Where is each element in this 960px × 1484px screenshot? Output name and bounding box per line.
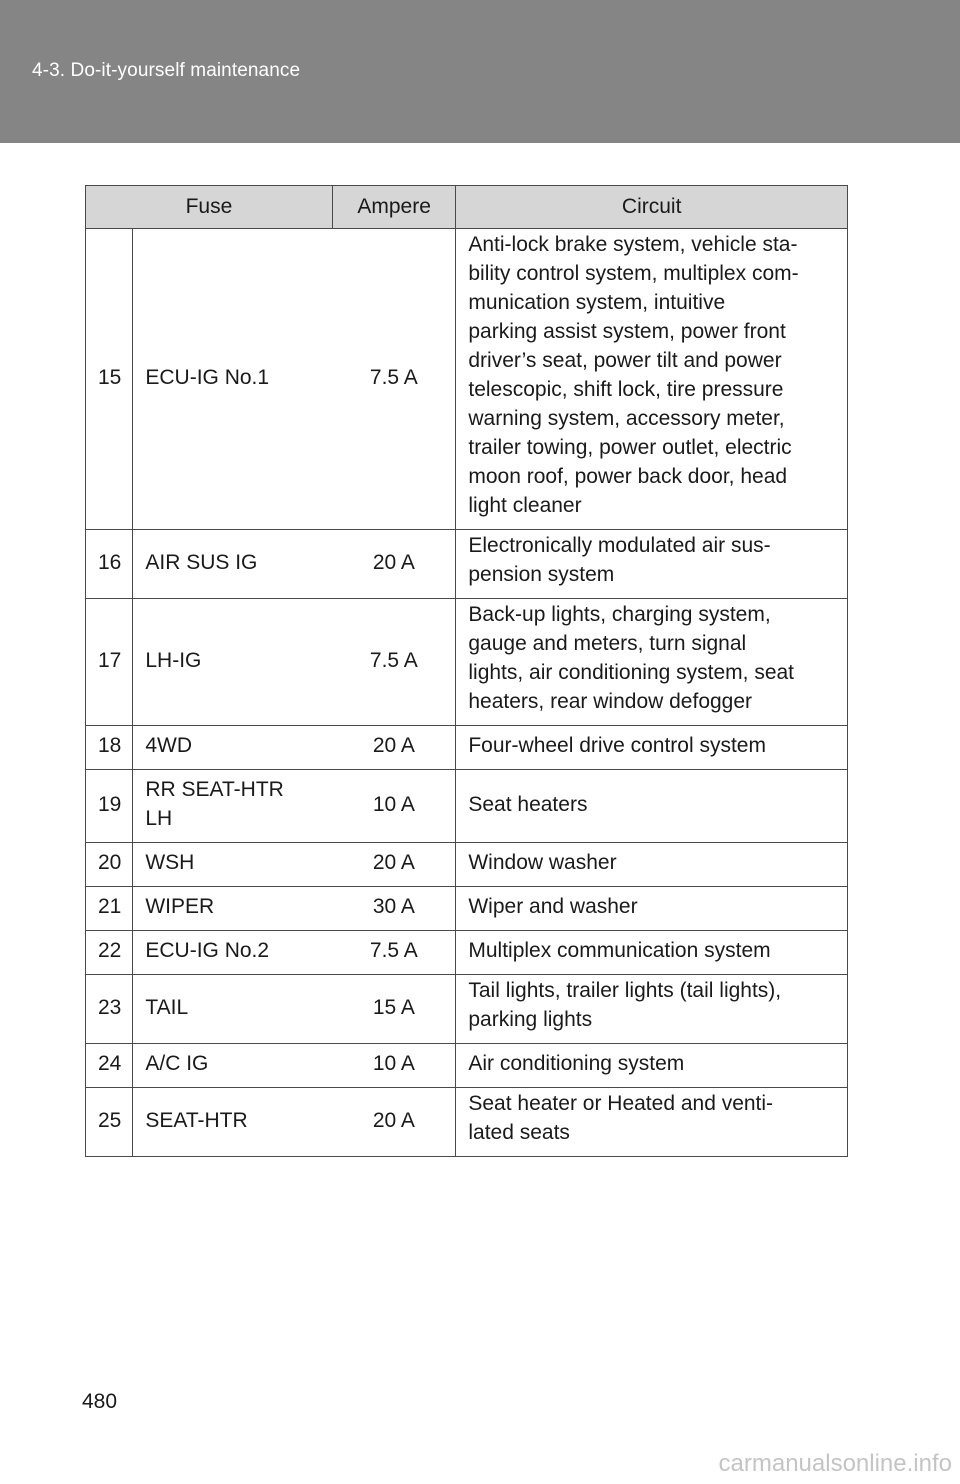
fuse-number-cell: 23 [86, 975, 133, 1044]
table-row [86, 530, 848, 599]
circuit-cell: Window washer [456, 843, 848, 887]
fuse-name-cell: ECU-IG No.2 [133, 931, 333, 975]
page-number: 480 [82, 1390, 118, 1413]
table-row [86, 1044, 848, 1088]
fuse-number-cell: 20 [86, 843, 133, 887]
fuse-number-cell: 17 [86, 599, 133, 726]
ampere-cell: 10 A [332, 770, 456, 843]
table-row [86, 975, 848, 1044]
table-row [86, 726, 848, 770]
table-body [86, 229, 848, 1157]
fuse-number-cell: 18 [86, 726, 133, 770]
table-row [86, 1088, 848, 1157]
ampere-cell: 20 A [332, 530, 456, 599]
circuit-cell: Electronically modulated air sus- pension system [456, 530, 848, 599]
circuit-cell: Multiplex communication system [456, 931, 848, 975]
table-row [86, 931, 848, 975]
column-header-ampere: Ampere [332, 186, 456, 229]
circuit-cell: Back-up lights, charging system, gauge and meters, turn signal lights, air conditioning system, seat heaters, rear window defogger [456, 599, 848, 726]
fuse-number-cell: 19 [86, 770, 133, 843]
fuse-name-cell: WIPER [133, 887, 333, 931]
fuse-number-cell: 25 [86, 1088, 133, 1157]
table-header-row [86, 186, 848, 229]
section-title: 4-3. Do-it-yourself maintenance [32, 60, 301, 81]
ampere-cell: 20 A [332, 843, 456, 887]
circuit-cell: Tail lights, trailer lights (tail lights), parking lights [456, 975, 848, 1044]
fuse-number-cell: 21 [86, 887, 133, 931]
circuit-cell: Seat heaters [456, 770, 848, 843]
fuse-number-cell: 22 [86, 931, 133, 975]
ampere-cell: 10 A [332, 1044, 456, 1088]
fuse-number-cell: 24 [86, 1044, 133, 1088]
fuse-number-cell: 16 [86, 530, 133, 599]
ampere-cell: 7.5 A [332, 599, 456, 726]
fuse-name-cell: LH-IG [133, 599, 333, 726]
table-row [86, 229, 848, 530]
ampere-cell: 30 A [332, 887, 456, 931]
ampere-cell: 7.5 A [332, 931, 456, 975]
column-header-fuse: Fuse [86, 186, 333, 229]
fuse-name-cell: AIR SUS IG [133, 530, 333, 599]
table-row [86, 843, 848, 887]
ampere-cell: 20 A [332, 1088, 456, 1157]
fuse-name-cell: TAIL [133, 975, 333, 1044]
table-row [86, 599, 848, 726]
ampere-cell: 20 A [332, 726, 456, 770]
ampere-cell: 15 A [332, 975, 456, 1044]
fuse-name-cell: ECU-IG No.1 [133, 229, 333, 530]
circuit-cell: Air conditioning system [456, 1044, 848, 1088]
circuit-cell: Seat heater or Heated and venti- lated seats [456, 1088, 848, 1157]
column-header-circuit: Circuit [456, 186, 848, 229]
fuse-number-cell: 15 [86, 229, 133, 530]
circuit-cell: Anti-lock brake system, vehicle sta- bility control system, multiplex com- munication system, intuitive parking assist system, power front driver’s seat, power tilt and power telescopic, shift lock, tire pressure warning system, accessory meter, trailer towing, power outlet, electric moon roof, power back door, head light cleaner [456, 229, 848, 530]
table-row [86, 887, 848, 931]
fuse-name-cell: WSH [133, 843, 333, 887]
header-band [0, 0, 960, 143]
table-row [86, 770, 848, 843]
fuse-name-cell: 4WD [133, 726, 333, 770]
ampere-cell: 7.5 A [332, 229, 456, 530]
fuse-name-cell: RR SEAT-HTR LH [133, 770, 333, 843]
circuit-cell: Wiper and washer [456, 887, 848, 931]
watermark: carmanualsonline.info [718, 1450, 952, 1477]
fuse-name-cell: A/C IG [133, 1044, 333, 1088]
circuit-cell: Four-wheel drive control system [456, 726, 848, 770]
fuse-name-cell: SEAT-HTR [133, 1088, 333, 1157]
fuse-table [85, 185, 848, 1157]
